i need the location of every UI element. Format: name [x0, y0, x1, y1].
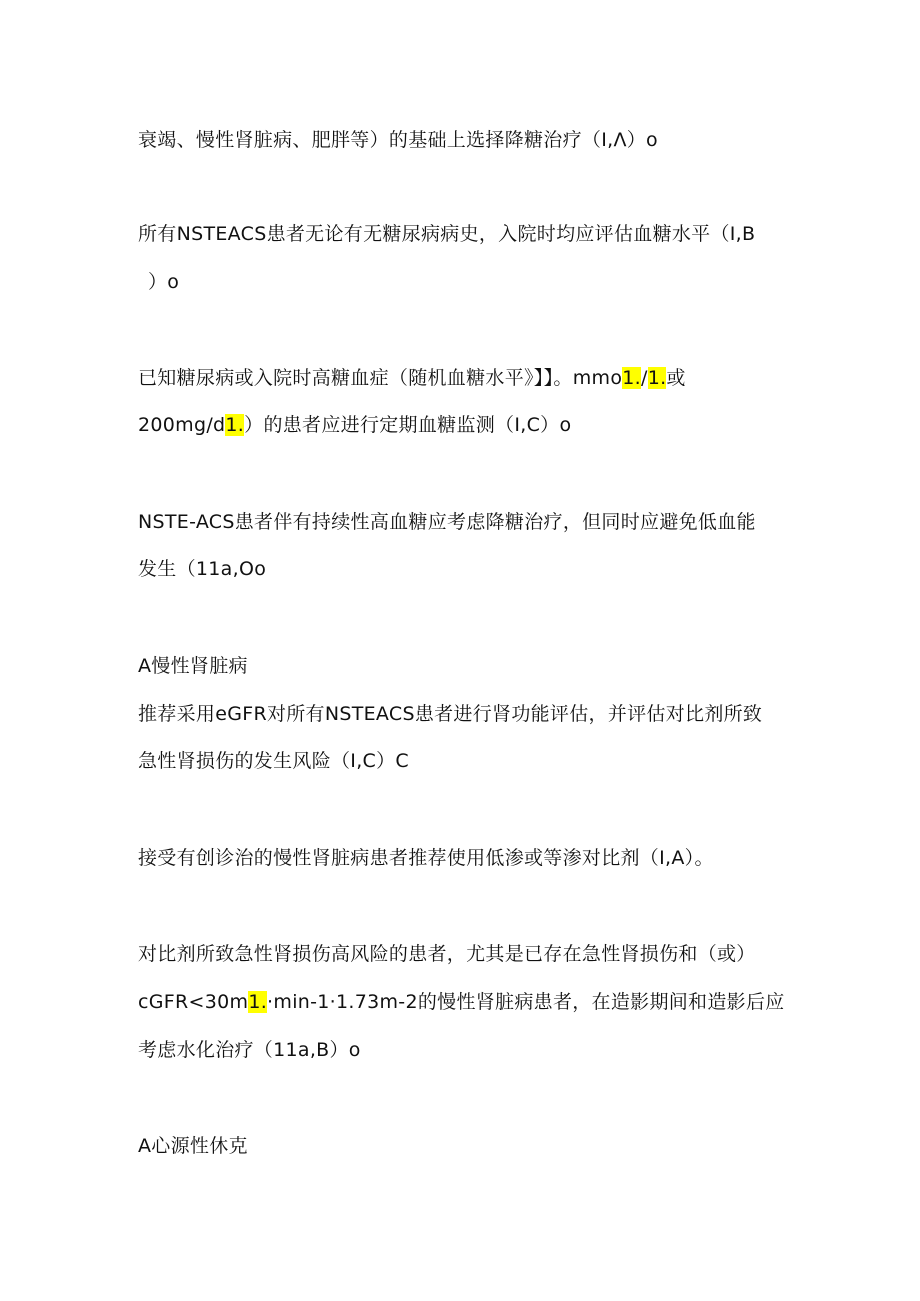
text-line: 所有NSTEACS患者无论有无糖尿病病史，入院时均应评估血糖水平（I,B — [138, 223, 756, 245]
text-line: 衰竭、慢性肾脏病、肥胖等）的基础上选择降糖治疗（I,Λ）o — [138, 129, 658, 151]
text-span: cGFR<30m — [138, 991, 249, 1013]
text-line: 考虑水化治疗（11a,B）o — [138, 1039, 361, 1061]
section-heading: A慢性肾脏病 — [138, 655, 248, 677]
text-span: 200mg/d — [138, 414, 226, 436]
text-span: 或 — [666, 367, 686, 389]
text-line — [138, 990, 785, 1014]
text-span: / — [640, 367, 648, 389]
text-line: 对比剂所致急性肾损伤高风险的患者，尤其是已存在急性肾损伤和（或） — [138, 943, 756, 965]
highlighted-text: 1. — [647, 367, 667, 389]
text-line: 发生（11a,Oo — [138, 558, 267, 580]
section-heading: A心源性休克 — [138, 1135, 248, 1157]
highlighted-text: 1. — [248, 991, 268, 1013]
highlighted-text: 1. — [225, 414, 245, 436]
text-span: 已知糖尿病或入院时高糖血症（随机血糖水平》】】。mmo — [138, 367, 623, 389]
text-line: 急性肾损伤的发生风险（I,C）C — [138, 750, 409, 772]
text-line — [138, 366, 686, 390]
highlighted-text: 1. — [622, 367, 641, 389]
text-line: NSTE-ACS患者伴有持续性高血糖应考虑降糖治疗，但同时应避免低血能 — [138, 511, 756, 533]
text-line — [138, 413, 571, 437]
text-line: 接受有创诊治的慢性肾脏病患者推荐使用低渗或等渗对比剂（I,A）。 — [138, 847, 714, 869]
text-line: 推荐采用eGFR对所有NSTEACS患者进行肾功能评估，并评估对比剂所致 — [138, 703, 763, 725]
text-line: ）o — [148, 271, 180, 293]
text-span: ）的患者应进行定期血糖监测（I,C）o — [244, 414, 572, 436]
text-span: ·min-1·1.73m-2的慢性肾脏病患者，在造影期间和造影后应 — [267, 991, 785, 1013]
